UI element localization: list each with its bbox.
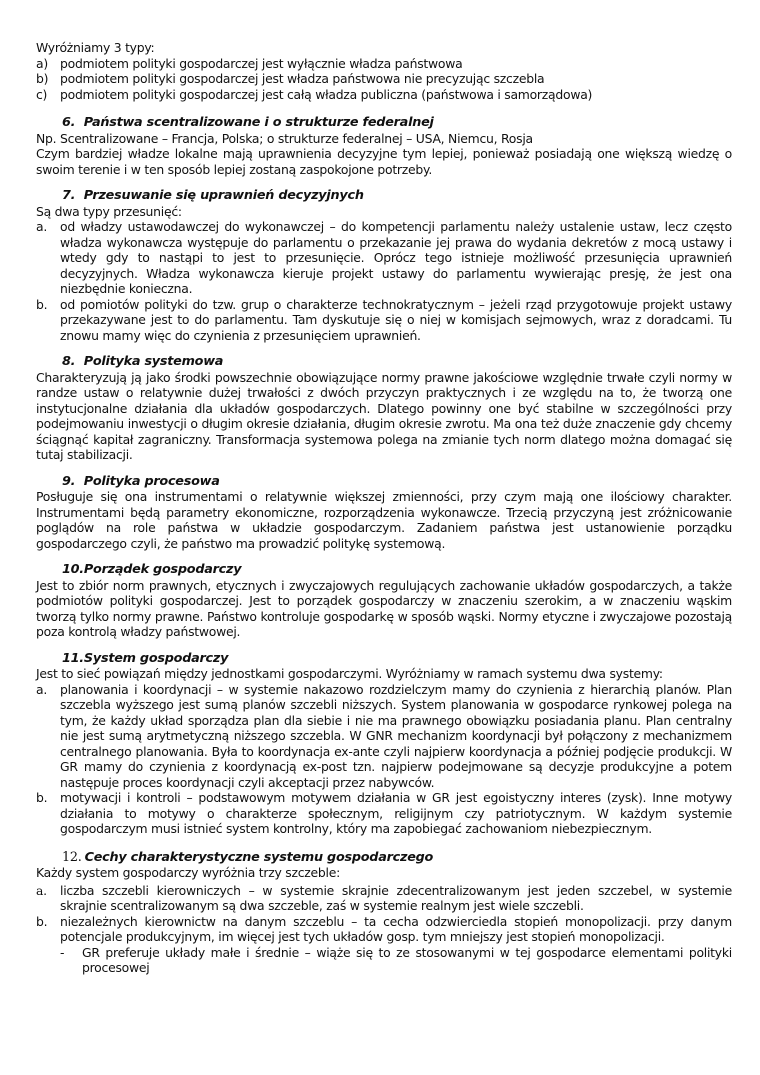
section-heading-12 (62, 850, 732, 866)
list-marker: a. (36, 681, 48, 697)
list-marker: a. (36, 882, 47, 898)
heading-number: 10. (62, 562, 84, 577)
list-item (36, 914, 732, 945)
dash-marker: - (60, 944, 65, 960)
list-item (36, 297, 732, 344)
paragraph: Czym bardziej władze lokalne mają uprawnienia decyzyjne tym lepiej, ponieważ posiadają one większą wiedzę o swoim terenie i w ten sposób lepiej zostaną zaspokojone potrzeby. (36, 146, 732, 177)
list-marker: b. (36, 296, 48, 312)
list-item-text: podmiotem polityki gospodarczej jest wyłącznie władza państwowa (60, 55, 463, 71)
heading-title: Cechy charakterystyczne systemu gospodarczego (84, 849, 434, 865)
list-marker: c) (36, 86, 48, 102)
list-item (36, 87, 732, 103)
list-item-text: liczba szczebli kierowniczych – w systemie skrajnie zdecentralizowanym jest jeden szczebel, w systemie skrajnie scentralizowanym są dwa szczeble, zaś w systemie realnym jest wiele szczebli. (60, 882, 732, 913)
heading-title: Porządek gospodarczy (83, 562, 242, 577)
section-list (36, 219, 732, 343)
list-marker: a. (36, 219, 48, 234)
heading-number: 12. (62, 849, 82, 865)
heading-title: Przesuwanie się uprawnień decyzyjnych (83, 188, 364, 203)
section-heading-9 (62, 474, 732, 490)
heading-number: 11. (62, 650, 84, 666)
paragraph: Charakteryzują ją jako środki powszechnie obowiązujące normy prawne jakościowe względnie trwałe czyli normy w randze ustaw o relatywnie dużej trwałości z dwóch przyczyn praktycznych i ze względu na to, że tworzą one instytucjonalne działania dla układów gospodarczych. Dlatego powinny one być stabilne w szczególności przy podejmowaniu inwestycji o długim okresie działania, długim okresie zwrotu. Ma ona też duże znaczenie gdy chcemy ściągnąć kapitał zagraniczny. Transformacja systemowa polega na zmianie tych norm dlatego można domagać się tutaj stabilizacji. (36, 369, 732, 462)
list-marker: b. (36, 913, 48, 929)
section-lead: Każdy system gospodarczy wyróżnia trzy szczeble: (36, 865, 341, 880)
heading-number: 7. (62, 188, 76, 203)
heading-number: 6. (62, 115, 76, 130)
list-item (36, 71, 732, 87)
list-item-text: podmiotem polityki gospodarczej jest całą władza publiczna (państwowa i samorządowa) (60, 86, 593, 102)
section-heading-10 (62, 562, 732, 578)
list-item-text: motywacji i kontroli – podstawowym motywem działania w GR jest egoistyczny interes (zysk). Inne motywy działania to motywy o charakterze społecznym, religijnym czy patriotycznym. W każdym systemie gospodarczym musi istnieć system kontrolny, który ma zapobiegać zachowaniom niebezpiecznym. (60, 790, 732, 836)
list-item (36, 219, 732, 297)
list-item-text: od pomiotów polityki do tzw. grup o charakterze technokratycznym – jeżeli rząd przygotowuje projekt ustawy przekazywane jest to do parlamentu. Tam dyskutuje się o niej w komisjach sejmowych, wraz z doradcami. Tu znowu mamy więc do czynienia z przesunięciem uprawnień. (60, 296, 732, 343)
list-marker: b) (36, 71, 49, 86)
list-item (36, 790, 732, 837)
section-lead: Jest to sieć powiązań między jednostkami gospodarczymi. Wyróżniamy w ramach systemu dwa systemy: (36, 666, 663, 681)
heading-title: Polityka procesowa (83, 473, 220, 489)
list-marker: a) (36, 55, 48, 71)
heading-title: System gospodarczy (83, 650, 229, 666)
intro-list (36, 56, 732, 103)
list-item-text: niezależnych kierownictw na danym szczeblu – ta cecha odzwierciedla stopień monopolizacji. przy danym potencjale produkcyjnym, im więcej jest tych układów gosp. tym mniejszy jest stopień monopolizacji. (60, 913, 732, 944)
section-list (36, 682, 732, 837)
heading-title: Państwa scentralizowane i o strukturze federalnej (83, 115, 434, 130)
paragraph: Jest to zbiór norm prawnych, etycznych i zwyczajowych regulujących zachowanie układów gospodarczych, a także podmiotów polityki gospodarczej. Jest to porządek gospodarczy w znaczeniu szerokim, a w znaczeniu wąskim tworzą tylko normy prawne. Państwo kontroluje gospodarkę w sposób wąski. Normy etyczne i zwyczajowe pozostają poza kontrolą władzy państwowej. (36, 577, 732, 639)
intro-lead: Wyróżniamy 3 typy: (36, 40, 155, 55)
section-list (36, 883, 732, 976)
heading-number: 9. (62, 473, 76, 489)
heading-number: 8. (62, 354, 76, 369)
list-item-text: podmiotem polityki gospodarczej jest władza państwowa nie precyzując szczebla (60, 71, 545, 86)
document-page (36, 40, 732, 976)
list-item (36, 56, 732, 72)
section-heading-11 (62, 651, 732, 667)
paragraph: Np. Scentralizowane – Francja, Polska; o strukturze federalnej – USA, Niemcu, Rosja (36, 130, 533, 146)
list-item (36, 883, 732, 914)
list-item (36, 682, 732, 791)
list-item-text: od władzy ustawodawczej do wykonawczej – do kompetencji parlamentu należy ustalenie ustaw, lecz często władza wykonawcza występuje do parlamentu o przekazanie jej prawa do wydania dekretów z mocą ustawy i wtedy gdy to nastąpi to jest to przesunięcie. Oprócz tego istnieje możliwość przesunięcia uprawnień decyzyjnych. Władza wykonawcza kieruje projekt ustawy do parlamentu wywierając presję, że jest ona niezbędnie konieczna. (60, 219, 732, 296)
list-item-text: GR preferuje układy małe i średnie – wiąże się to ze stosowanymi w tej gospodarce elementami polityki procesowej (82, 944, 732, 975)
section-lead: Są dwa typy przesunięć: (36, 203, 182, 219)
list-item-text: planowania i koordynacji – w systemie nakazowo rozdzielczym mamy do czynienia z hierarchią planów. Plan szczebla wyższego jest sumą planów szczebli niższych. System planowania w gospodarce rynkowej polega na tym, że każdy układ sporządza plan dla siebie i nie ma prawnego obowiązku posiadania planu. Plan centralny nie jest sumą arytmetyczną niższego szczebla. W GNR mechanizm koordynacji był połączony z mechanizmem centralnego planowania. Była to koordynacja ex-ante czyli najpierw koordynacja a później podjęcie produkcji. W GR mamy do czynienia z koordynacją ex-post tzn. najpierw podejmowane są decyzje produkcyjne a potem następuje proces koordynacji czyli akceptacji przez nabywców. (60, 681, 732, 790)
heading-title: Polityka systemowa (83, 354, 224, 369)
sub-list-item (60, 945, 732, 976)
section-heading-6 (62, 115, 732, 131)
list-marker: b. (36, 790, 48, 805)
paragraph: Posługuje się ona instrumentami o relatywnie większej zmienności, przy czym mają one ilościowy charakter. Instrumentami będą parametry ekonomiczne, rozporządzenia wykonawcze. Trzecią przyczyną jest zróżnicowanie poglądów na role państwa w układzie gospodarczym. Zadaniem państwa jest ustanowienie porządku gospodarczego czyli, że państwo ma prowadzić politykę systemową. (36, 489, 732, 551)
section-heading-8 (62, 354, 732, 370)
section-heading-7 (62, 188, 732, 204)
